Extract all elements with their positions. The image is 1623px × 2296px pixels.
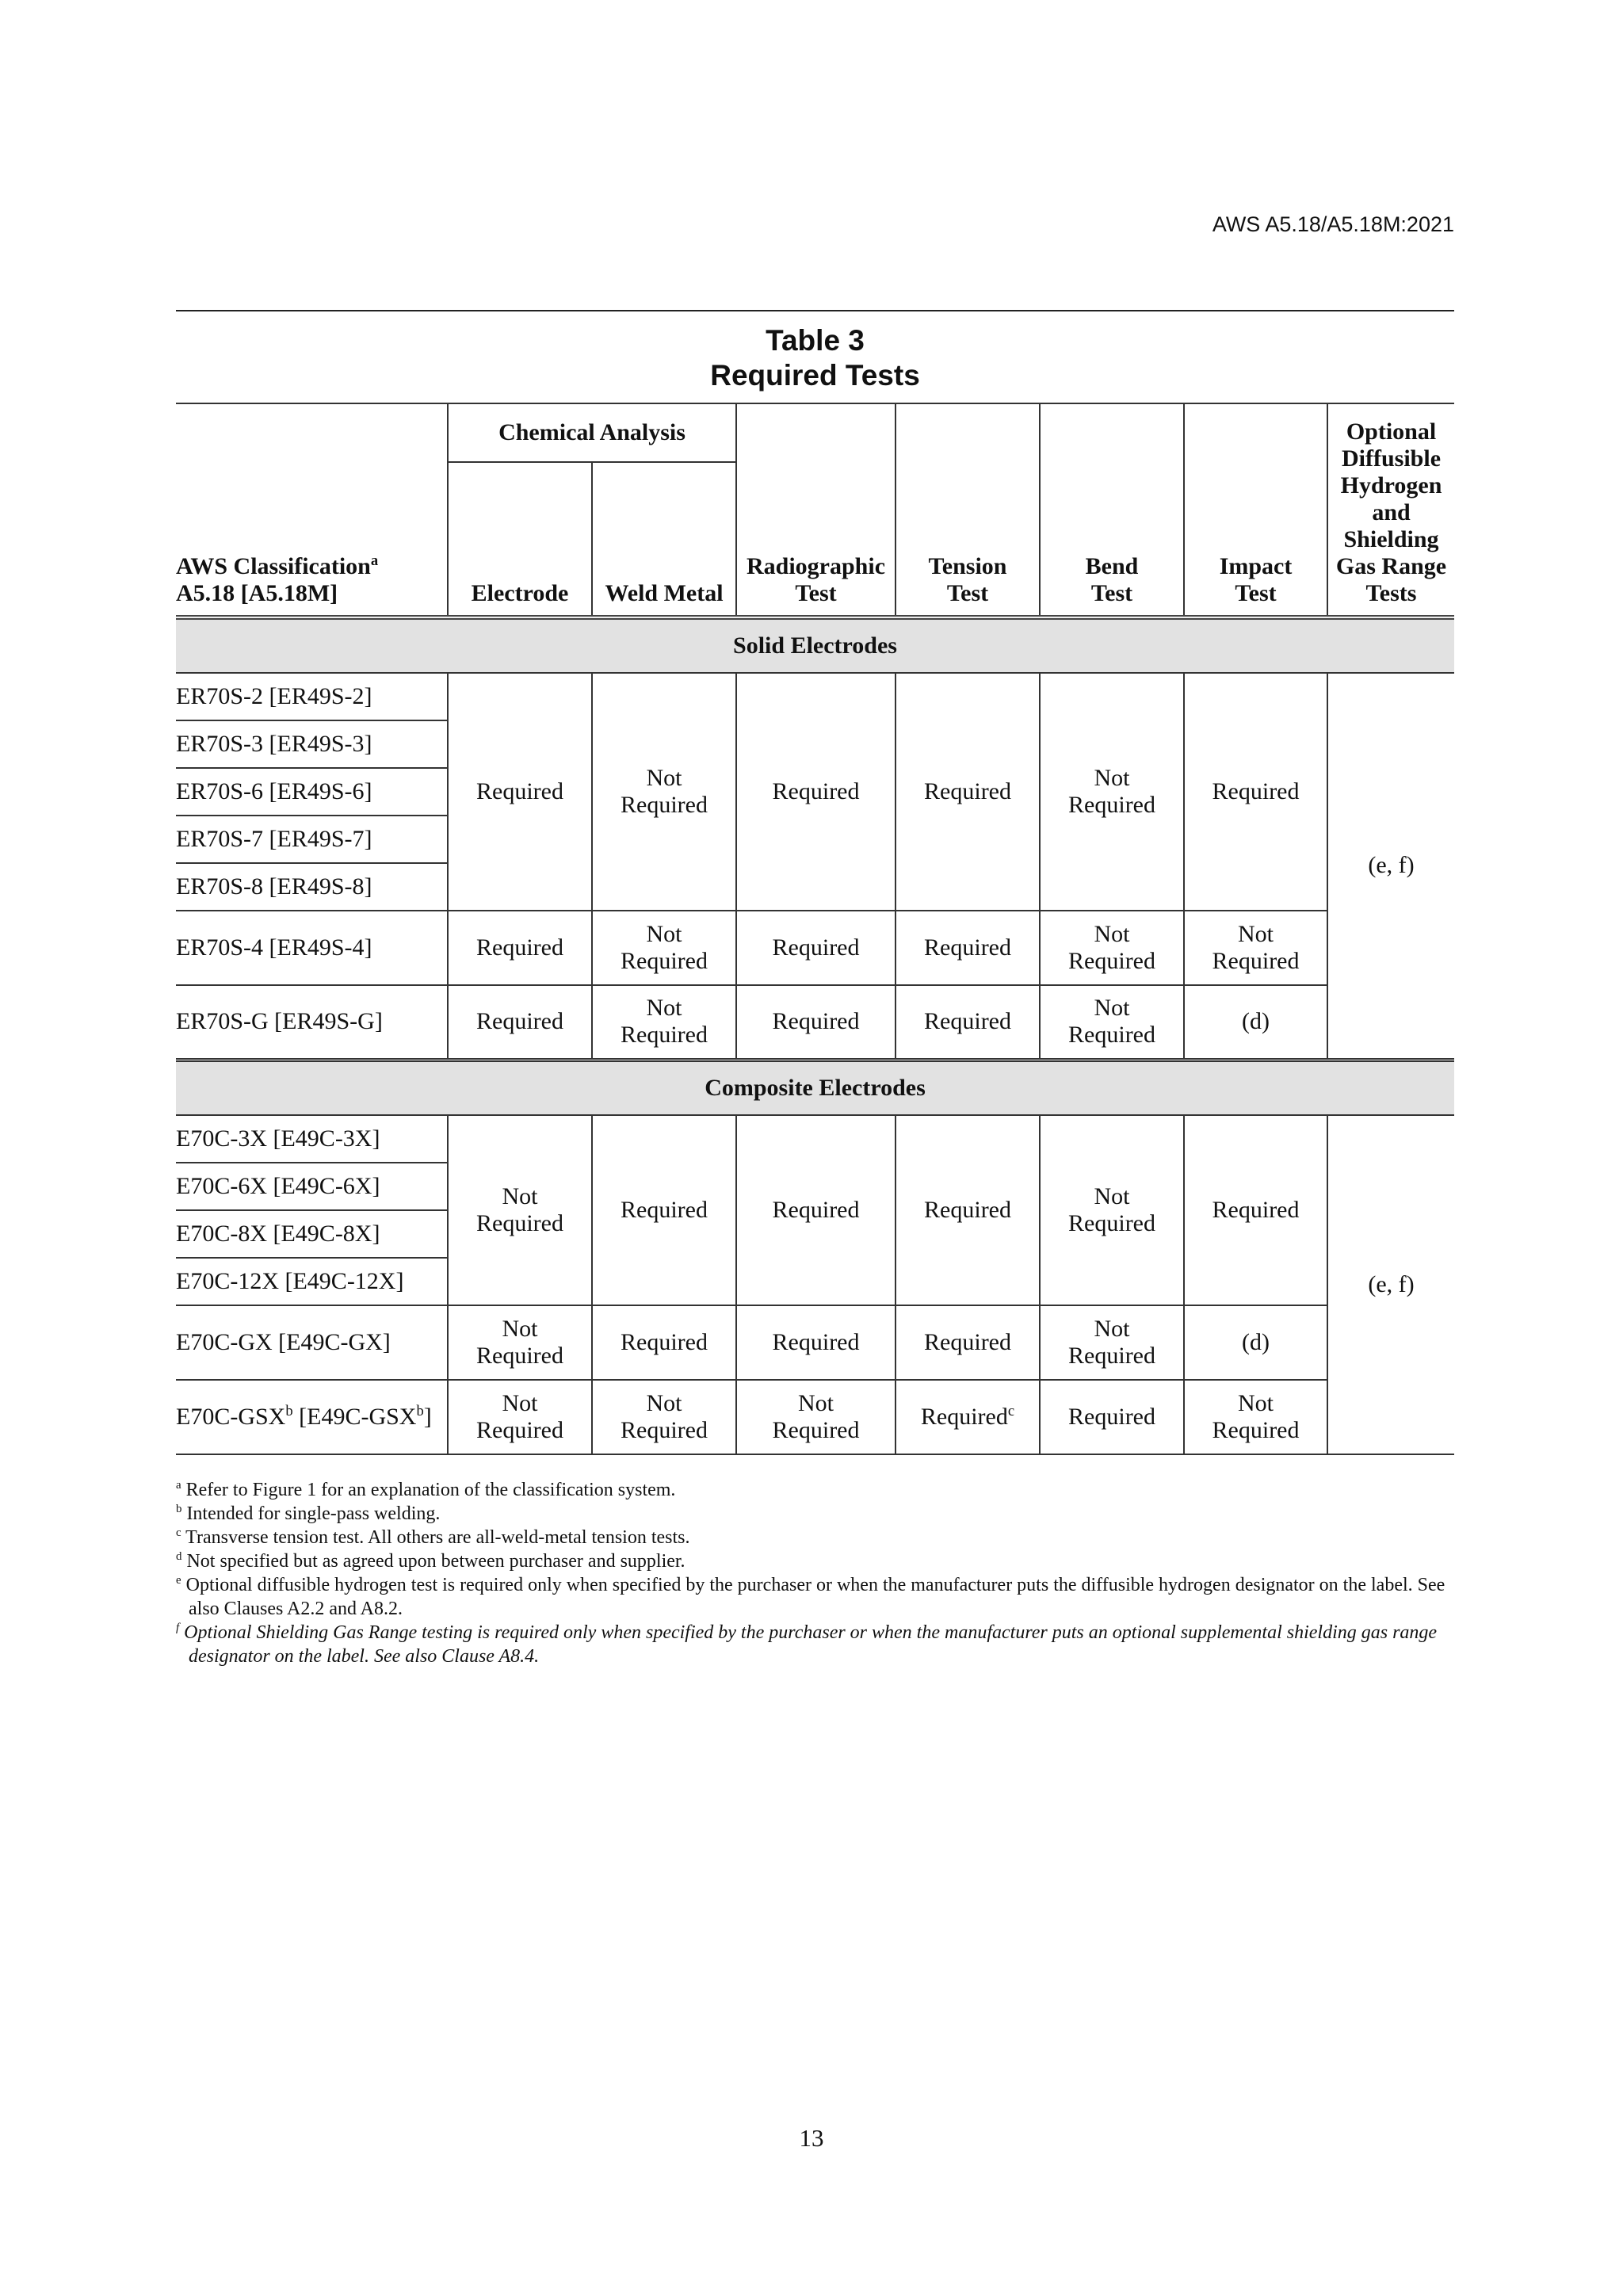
impact-cell: Required	[1184, 1115, 1327, 1305]
footnote: $^f$ Optional Shielding Gas Range testing is required only when specified by the purchaser or when the manufacturer puts an optional supplemental shielding gas range designator on the label. See also Clause A8.4.	[176, 1622, 1438, 1667]
electrode-cell: Required	[448, 985, 592, 1060]
col-header-impact: Impact Test	[1184, 403, 1327, 617]
tension-cell: Required	[896, 673, 1040, 911]
table-caption	[176, 323, 1454, 393]
classification-cell: E70C-6X [E49C-6X]	[176, 1163, 448, 1210]
classification-cell: E70C-12X [E49C-12X]	[176, 1258, 448, 1305]
footnote: $^d$ Not specified but as agreed upon between purchaser and supplier.	[176, 1550, 685, 1572]
col-header-radiographic: Radiographic Test	[736, 403, 896, 617]
section-solid-electrodes: Solid Electrodes	[176, 617, 1454, 673]
impact-cell: Not Required	[1184, 1380, 1327, 1454]
electrode-cell: Required	[448, 673, 592, 911]
tension-cell: Required$^c$	[896, 1380, 1040, 1454]
tension-cell: Required	[896, 911, 1040, 985]
table-row	[176, 673, 1454, 720]
table-row	[176, 1380, 1454, 1454]
footnote: $^c$ Transverse tension test. All others are all-weld-metal tension tests.	[176, 1526, 690, 1548]
radiographic-cell: Not Required	[736, 1380, 896, 1454]
optional-tests-cell: (e, f)	[1327, 1115, 1454, 1454]
col-header-optional-tests: Optional Diffusible Hydrogen and Shielding Gas Range Tests	[1327, 403, 1454, 617]
table-title: Required Tests	[710, 359, 920, 392]
page-number: 13	[799, 2124, 824, 2152]
section-composite-electrodes: Composite Electrodes	[176, 1060, 1454, 1115]
footnote: $^e$ Optional diffusible hydrogen test is required only when specified by the purchaser or when the manufacturer puts the diffusible hydrogen designator on the label. See also Clauses A2.2 and A8.2.	[176, 1574, 1445, 1619]
classification-cell: ER70S-3 [ER49S-3]	[176, 720, 448, 768]
optional-tests-cell: (e, f)	[1327, 673, 1454, 1060]
col-header-electrode: Electrode	[448, 462, 592, 617]
weld-metal-cell: Not Required	[592, 673, 736, 911]
radiographic-cell: Required	[736, 673, 896, 911]
required-tests-table	[176, 403, 1454, 1455]
electrode-cell: Not Required	[448, 1115, 592, 1305]
electrode-cell: Required	[448, 911, 592, 985]
weld-metal-cell: Not Required	[592, 911, 736, 985]
table-row	[176, 985, 1454, 1060]
impact-cell: (d)	[1184, 1305, 1327, 1380]
radiographic-cell: Required	[736, 985, 896, 1060]
table-row	[176, 1305, 1454, 1380]
radiographic-cell: Required	[736, 1305, 896, 1380]
classification-cell: ER70S-8 [ER49S-8]	[176, 863, 448, 911]
tension-cell: Required	[896, 1305, 1040, 1380]
impact-cell: Not Required	[1184, 911, 1327, 985]
col-header-weld-metal: Weld Metal	[592, 462, 736, 617]
tension-cell: Required	[896, 1115, 1040, 1305]
classification-cell: E70C-3X [E49C-3X]	[176, 1115, 448, 1163]
bend-cell: Not Required	[1040, 1305, 1184, 1380]
electrode-cell: Not Required	[448, 1305, 592, 1380]
table-number: Table 3	[766, 324, 865, 357]
bend-cell: Not Required	[1040, 911, 1184, 985]
radiographic-cell: Required	[736, 911, 896, 985]
table-row	[176, 911, 1454, 985]
col-header-bend: Bend Test	[1040, 403, 1184, 617]
weld-metal-cell: Not Required	[592, 1380, 736, 1454]
col-header-tension: Tension Test	[896, 403, 1040, 617]
classification-cell: E70C-GX [E49C-GX]	[176, 1305, 448, 1380]
classification-cell: ER70S-G [ER49S-G]	[176, 985, 448, 1060]
impact-cell: (d)	[1184, 985, 1327, 1060]
weld-metal-cell: Required	[592, 1305, 736, 1380]
classification-cell: ER70S-7 [ER49S-7]	[176, 816, 448, 863]
standard-designation: AWS A5.18/A5.18M:2021	[1212, 212, 1454, 236]
bend-cell: Not Required	[1040, 1115, 1184, 1305]
electrode-cell: Not Required	[448, 1380, 592, 1454]
classification-cell: E70C-GSX$^b$ [E49C-GSX$^b$]	[176, 1380, 448, 1454]
table-row	[176, 1115, 1454, 1163]
tension-cell: Required	[896, 985, 1040, 1060]
classification-cell: E70C-8X [E49C-8X]	[176, 1210, 448, 1258]
footnotes	[176, 1478, 1454, 1668]
bend-cell: Not Required	[1040, 673, 1184, 911]
top-rule	[176, 310, 1454, 311]
classification-cell: ER70S-4 [ER49S-4]	[176, 911, 448, 985]
footnote: $^b$ Intended for single-pass welding.	[176, 1503, 441, 1524]
classification-cell: ER70S-6 [ER49S-6]	[176, 768, 448, 816]
col-header-chemical-analysis: Chemical Analysis	[448, 403, 736, 462]
bend-cell: Not Required	[1040, 985, 1184, 1060]
bend-cell: Required	[1040, 1380, 1184, 1454]
classification-cell: ER70S-2 [ER49S-2]	[176, 673, 448, 720]
weld-metal-cell: Required	[592, 1115, 736, 1305]
header-row-1	[176, 403, 1454, 462]
radiographic-cell: Required	[736, 1115, 896, 1305]
weld-metal-cell: Not Required	[592, 985, 736, 1060]
footnote: $^a$ Refer to Figure 1 for an explanation of the classification system.	[176, 1479, 676, 1500]
impact-cell: Required	[1184, 673, 1327, 911]
col-header-classification: AWS Classification$^a$ A5.18 [A5.18M]	[176, 403, 448, 617]
